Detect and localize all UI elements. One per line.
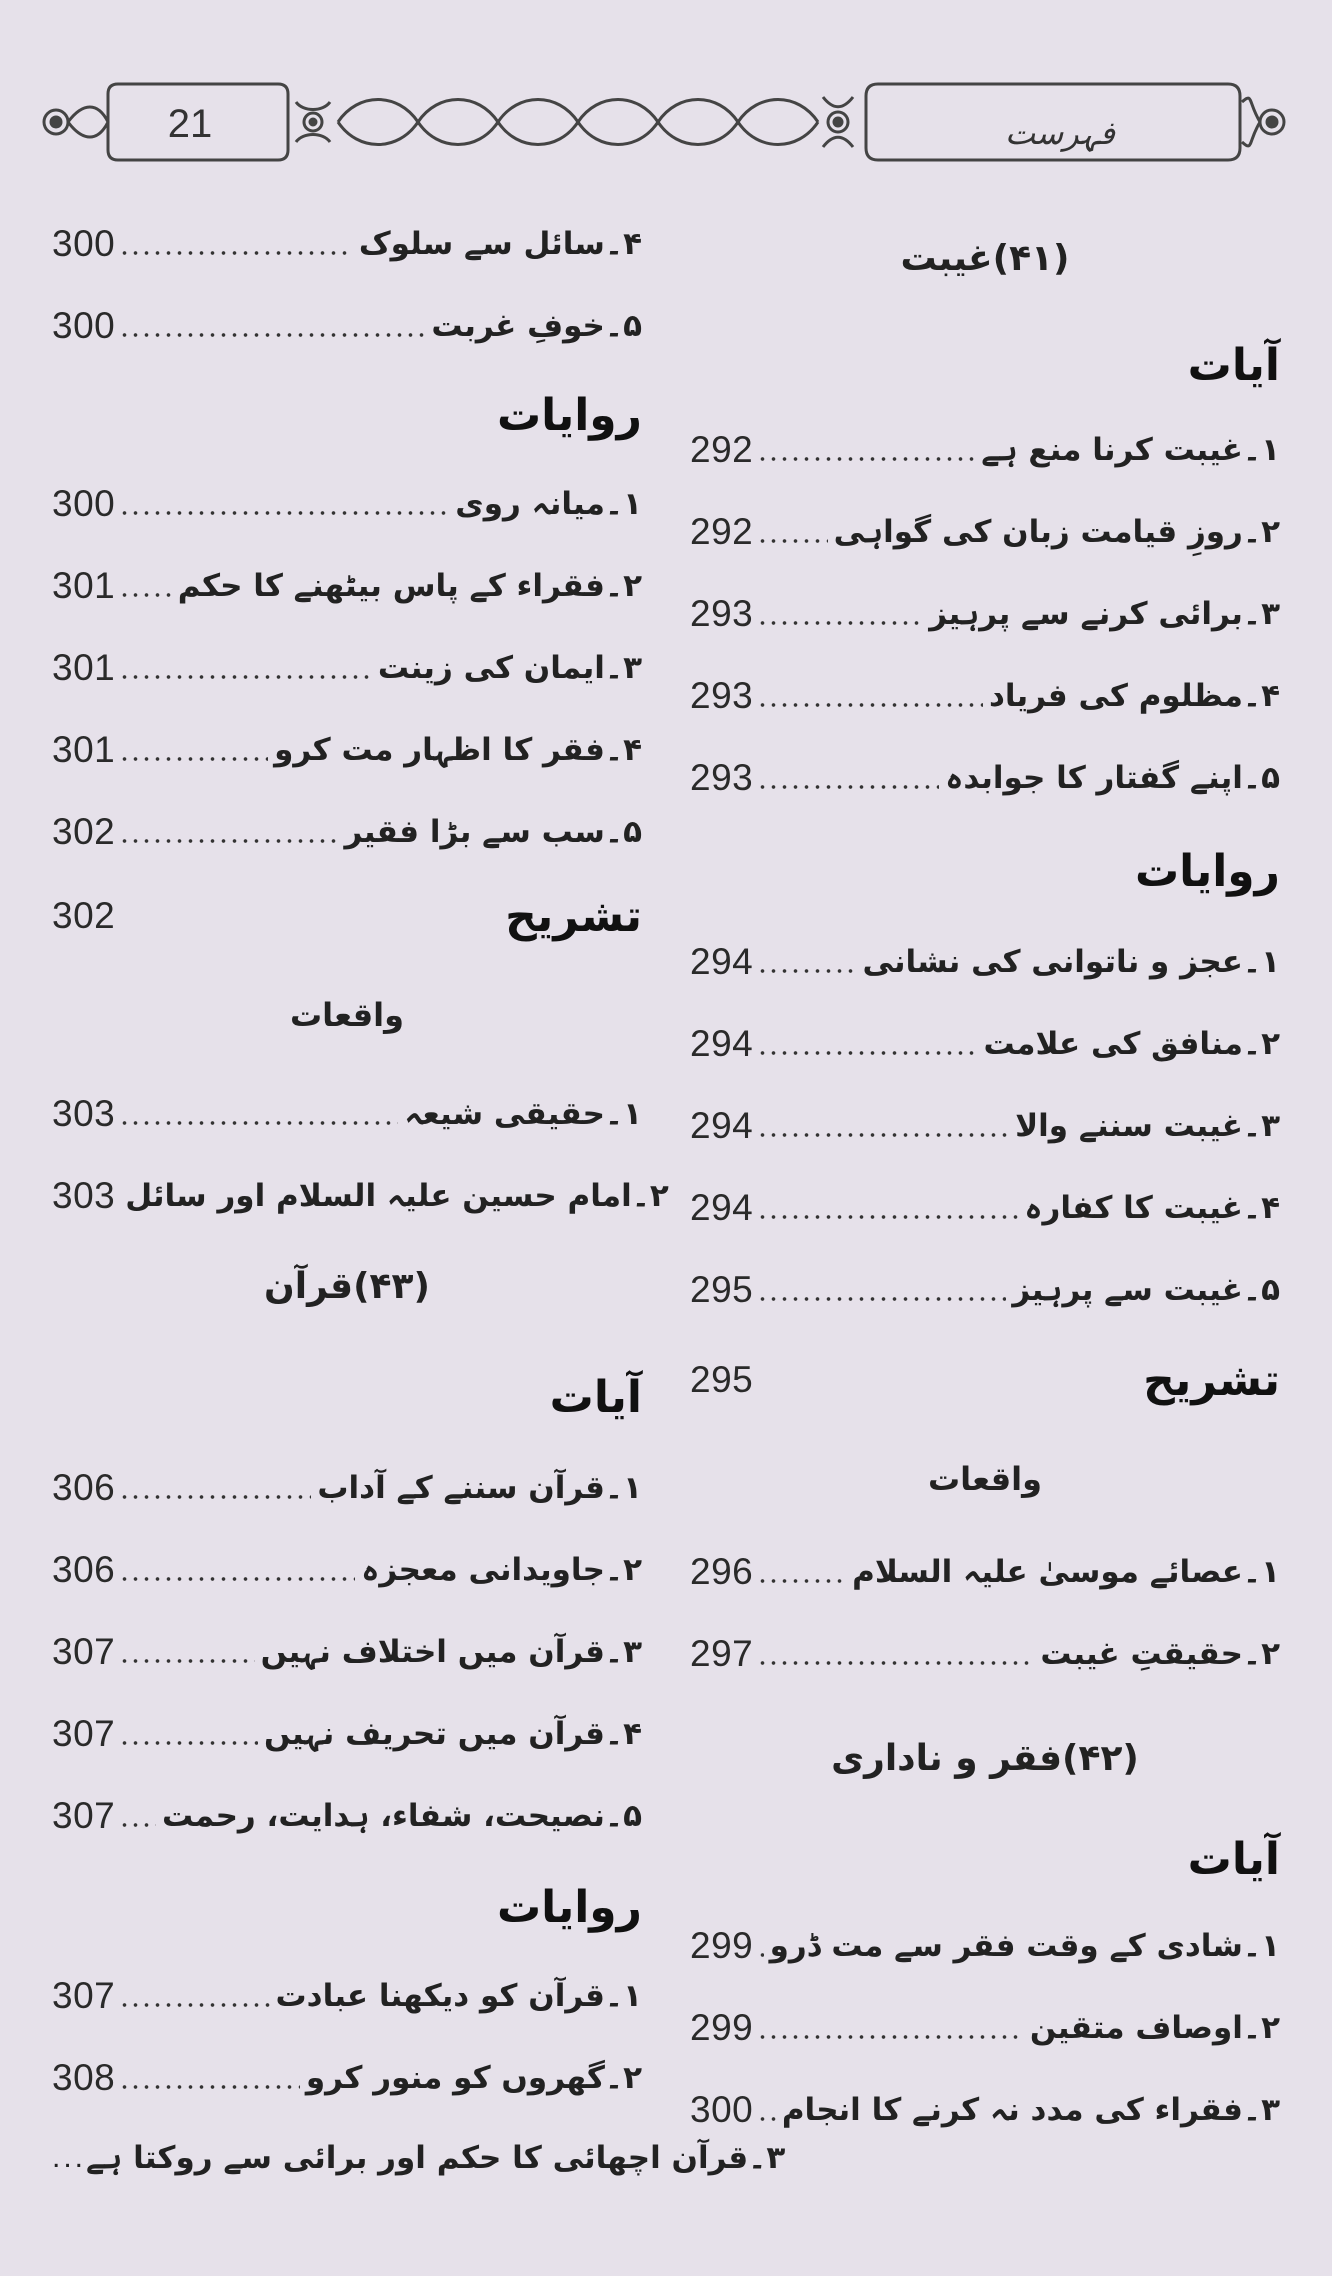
toc-page-number: 307	[52, 1975, 116, 2016]
toc-entry[interactable]	[690, 668, 1280, 724]
toc-page-number: 294	[690, 1105, 754, 1146]
toc-page-number: 307	[52, 1713, 116, 1754]
section-heading-ayat: آیات	[1187, 1834, 1280, 1885]
dot-leader	[757, 2035, 1024, 2039]
toc-entry[interactable]	[52, 640, 642, 696]
toc-entry-tashreeh[interactable]	[690, 1348, 1280, 1412]
dot-leader	[757, 1215, 1018, 1219]
toc-entry[interactable]	[690, 2082, 1280, 2138]
toc-entry[interactable]	[690, 934, 1280, 990]
right-column	[690, 0, 1280, 2276]
toc-entry[interactable]	[52, 216, 642, 272]
toc-title: ۲۔امام حسین علیہ السلام اور سائل	[125, 1178, 669, 1214]
toc-page-number: 307	[52, 1795, 116, 1836]
dot-leader	[119, 1495, 311, 1499]
toc-page-number: 301	[52, 729, 116, 770]
toc-entry[interactable]	[690, 422, 1280, 478]
toc-page-number: 301	[52, 565, 116, 606]
dot-leader	[119, 593, 172, 597]
toc-page-number: 294	[690, 941, 754, 982]
toc-title: ۱۔قرآن سننے کے آداب	[317, 1470, 642, 1506]
toc-entry[interactable]	[690, 1918, 1280, 1974]
dot-leader	[119, 675, 372, 679]
dot-leader	[757, 969, 856, 973]
toc-title: ۲۔روزِ قیامت زبان کی گواہی	[833, 514, 1280, 550]
toc-page-number: 300	[690, 2089, 754, 2130]
toc-title: ۱۔میانہ روی	[455, 486, 642, 522]
toc-page-number: 296	[690, 1551, 754, 1592]
toc-entry[interactable]	[52, 1968, 642, 2024]
section-heading-waqiat: واقعات	[289, 996, 405, 1034]
dot-leader	[119, 1741, 258, 1745]
section-heading-ayat: آیات	[549, 1372, 642, 1423]
toc-page-number: 300	[52, 223, 116, 264]
toc-title: ۲۔منافق کی علامت	[983, 1026, 1280, 1062]
chapter-heading: (۴۱)غیبت	[900, 238, 1070, 279]
toc-entry[interactable]	[52, 804, 642, 860]
toc-page-number: 294	[690, 1023, 754, 1064]
toc-title: ۲۔حقیقتِ غیبت	[1040, 1636, 1280, 1672]
toc-title: ۱۔غیبت کرنا منع ہے	[981, 432, 1280, 468]
toc-page-number: 306	[52, 1467, 116, 1508]
dot-leader	[757, 785, 939, 789]
toc-entry[interactable]	[52, 1086, 642, 1142]
toc-title: ۵۔خوفِ غربت	[431, 308, 642, 344]
dot-leader	[757, 1953, 763, 1957]
toc-title: ۳۔فقراء کی مدد نہ کرنے کا انجام	[781, 2092, 1280, 2128]
toc-entry[interactable]	[52, 1542, 642, 1598]
toc-title: ۴۔قرآن میں تحریف نہیں	[263, 1716, 642, 1752]
section-heading-riwayat: روایات	[496, 1882, 642, 1933]
toc-page-number: 308	[52, 2057, 116, 2098]
toc-title: ۳۔قرآن میں اختلاف نہیں	[260, 1634, 642, 1670]
toc-title: ۵۔اپنے گفتار کا جوابدہ	[945, 760, 1280, 796]
dot-leader	[119, 251, 353, 255]
toc-entry[interactable]	[52, 558, 642, 614]
toc-title: ۳۔قرآن اچھائی کا حکم اور برائی سے روکتا ہے	[86, 2140, 786, 2176]
toc-entry[interactable]	[690, 2000, 1280, 2056]
toc-entry[interactable]	[690, 1180, 1280, 1236]
toc-title: ۲۔اوصاف متقین	[1029, 2010, 1280, 2046]
toc-title: ۵۔سب سے بڑا فقیر	[344, 814, 642, 850]
toc-entry[interactable]	[52, 1788, 642, 1844]
toc-page-number: 307	[52, 1631, 116, 1672]
dot-leader	[757, 1051, 977, 1055]
dot-leader	[119, 1823, 156, 1827]
toc-entry[interactable]	[52, 2050, 642, 2106]
toc-title: ۲۔جاویدانی معجزہ	[361, 1552, 642, 1588]
toc-page-number: 303	[52, 1175, 116, 1216]
toc-page-number: 300	[52, 305, 116, 346]
toc-title: ۴۔مظلوم کی فریاد	[988, 678, 1280, 714]
running-title: فہرست	[1005, 114, 1115, 152]
toc-page-number: 293	[690, 757, 754, 798]
toc-page-number: 292	[690, 429, 754, 470]
toc-page-number: 299	[690, 1925, 754, 1966]
toc-page-number: 302	[52, 811, 116, 852]
toc-page-number: 300	[52, 483, 116, 524]
toc-entry[interactable]	[690, 750, 1280, 806]
toc-title: ۴۔فقر کا اظہار مت کرو	[274, 732, 642, 768]
toc-page-number: 302	[52, 895, 116, 936]
section-heading-tashreeh: تشریح	[1143, 1354, 1280, 1406]
toc-entry[interactable]	[690, 586, 1280, 642]
dot-leader	[119, 1577, 355, 1581]
toc-page-number: 306	[52, 1549, 116, 1590]
toc-title: ۳۔برائی کرنے سے پرہیز	[929, 596, 1280, 632]
toc-title: ۵۔غیبت سے پرہیز	[1012, 1272, 1280, 1308]
section-heading-waqiat: واقعات	[927, 1460, 1043, 1498]
dot-leader	[757, 1661, 1034, 1665]
dot-leader	[757, 539, 827, 543]
toc-entry[interactable]	[52, 1460, 642, 1516]
toc-page-number: 295	[690, 1359, 754, 1400]
toc-title: ۳۔غیبت سننے والا	[1015, 1108, 1280, 1144]
toc-entry[interactable]	[52, 476, 642, 532]
dot-leader	[119, 2003, 269, 2007]
toc-page-number: 299	[690, 2007, 754, 2048]
toc-page-number: 293	[690, 675, 754, 716]
toc-entry[interactable]	[690, 504, 1280, 560]
toc-title: ۲۔فقراء کے پاس بیٹھنے کا حکم	[177, 568, 642, 604]
dot-leader	[757, 703, 983, 707]
toc-title: ۱۔قرآن کو دیکھنا عبادت	[275, 1978, 642, 2014]
chapter-heading: (۴۲)فقر و ناداری	[831, 1738, 1139, 1779]
toc-title: ۳۔ایمان کی زینت	[377, 650, 642, 686]
page-number: 21	[167, 102, 213, 146]
toc-title: ۵۔نصیحت، شفاء، ہدایت، رحمت	[161, 1798, 642, 1834]
toc-page-number: 303	[52, 1093, 116, 1134]
dot-leader	[119, 757, 268, 761]
toc-entry[interactable]	[690, 1626, 1280, 1682]
toc-entry[interactable]	[690, 1262, 1280, 1318]
toc-entry[interactable]	[52, 722, 642, 778]
dot-leader	[119, 333, 425, 337]
dot-leader	[757, 1579, 846, 1583]
toc-entry[interactable]	[52, 1706, 642, 1762]
dot-leader	[757, 1133, 1009, 1137]
continuation-dots: ...	[52, 2141, 87, 2174]
toc-title: ۲۔گھروں کو منور کرو	[305, 2060, 642, 2096]
toc-title: ۱۔عصائے موسیٰ علیہ السلام	[852, 1554, 1280, 1590]
toc-entry[interactable]	[690, 1544, 1280, 1600]
toc-page-number: 294	[690, 1187, 754, 1228]
dot-leader	[119, 1659, 254, 1663]
toc-title: ۱۔حقیقی شیعہ	[404, 1096, 642, 1132]
toc-title: ۱۔شادی کے وقت فقر سے مت ڈرو	[769, 1928, 1280, 1964]
toc-title: ۱۔عجز و ناتوانی کی نشانی	[862, 944, 1280, 980]
toc-page-number: 295	[690, 1269, 754, 1310]
toc-title: ۴۔غیبت کا کفارہ	[1024, 1190, 1280, 1226]
section-heading-riwayat: روایات	[496, 390, 642, 441]
chapter-heading: (۴۳)قرآن	[264, 1266, 430, 1307]
toc-page-number: 301	[52, 647, 116, 688]
toc-entry[interactable]	[690, 1016, 1280, 1072]
toc-entry[interactable]	[690, 1098, 1280, 1154]
dot-leader	[119, 1121, 398, 1125]
dot-leader	[119, 2085, 300, 2089]
section-heading-riwayat: روایات	[1134, 846, 1280, 897]
dot-leader	[757, 457, 975, 461]
toc-entry[interactable]	[52, 298, 642, 354]
dot-leader	[757, 1297, 1006, 1301]
toc-page-number: 297	[690, 1633, 754, 1674]
dot-leader	[119, 839, 338, 843]
toc-entry-tashreeh[interactable]	[52, 884, 642, 948]
dot-leader	[757, 621, 923, 625]
toc-page-number: 293	[690, 593, 754, 634]
section-heading-ayat: آیات	[1187, 340, 1280, 391]
toc-title: ۴۔سائل سے سلوک	[358, 226, 642, 262]
dot-leader	[119, 511, 449, 515]
toc-entry[interactable]	[52, 2130, 786, 2186]
dot-leader	[757, 2117, 776, 2121]
section-heading-tashreeh: تشریح	[505, 890, 642, 942]
toc-entry[interactable]	[52, 1624, 642, 1680]
toc-entry[interactable]	[52, 1168, 669, 1224]
toc-page-number: 292	[690, 511, 754, 552]
